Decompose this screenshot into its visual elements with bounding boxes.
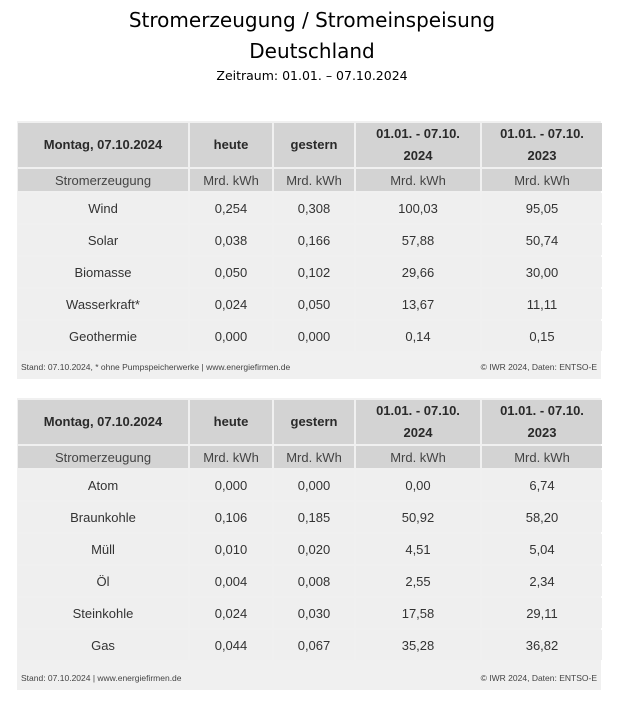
table-row [18, 225, 602, 255]
value-cell: 0,102 [274, 257, 354, 287]
value-cell: 0,044 [190, 630, 272, 660]
header-ytd-2024 [356, 400, 480, 444]
header-yesterday: gestern [274, 123, 354, 167]
value-cell: 0,000 [274, 321, 354, 351]
value-cell: 0,038 [190, 225, 272, 255]
source-cell: Wasserkraft* [18, 289, 188, 319]
value-cell: 35,28 [356, 630, 480, 660]
value-cell: 0,020 [274, 534, 354, 564]
value-cell: 0,024 [190, 598, 272, 628]
value-cell: 0,000 [274, 470, 354, 500]
table1-block [17, 121, 601, 379]
value-cell: 0,008 [274, 566, 354, 596]
units-cell: Mrd. kWh [482, 446, 602, 468]
header-today: heute [190, 400, 272, 444]
table2-block [17, 398, 601, 690]
header-ytd-2023 [482, 400, 602, 444]
source-cell: Geothermie [18, 321, 188, 351]
table2 [16, 398, 604, 662]
table-row [18, 502, 602, 532]
value-cell: 0,010 [190, 534, 272, 564]
table-row [18, 630, 602, 660]
table-row [18, 257, 602, 287]
footer-copyright: © IWR 2024, Daten: ENTSO-E [480, 362, 597, 372]
value-cell: 2,55 [356, 566, 480, 596]
value-cell: 36,82 [482, 630, 602, 660]
table-header-row [18, 123, 602, 167]
value-cell: 50,92 [356, 502, 480, 532]
value-cell: 0,050 [190, 257, 272, 287]
units-cell: Mrd. kWh [482, 169, 602, 191]
header-ytd-2023 [482, 123, 602, 167]
value-cell: 29,11 [482, 598, 602, 628]
period-label: Zeitraum: 01.01. – 07.10.2024 [216, 68, 408, 83]
header-ytd-2024-text: 01.01. - 07.10. 2024 [376, 403, 460, 440]
value-cell: 0,00 [356, 470, 480, 500]
value-cell: 95,05 [482, 193, 602, 223]
table-row [18, 598, 602, 628]
source-cell: Solar [18, 225, 188, 255]
value-cell: 0,14 [356, 321, 480, 351]
table-header-row [18, 400, 602, 444]
header-ytd-2023-text: 01.01. - 07.10. 2023 [500, 403, 584, 440]
units-row [18, 446, 602, 468]
value-cell: 4,51 [356, 534, 480, 564]
footer-source-note: Stand: 07.10.2024, * ohne Pumpspeicherwerke | www.energiefirmen.de [21, 362, 291, 372]
value-cell: 0,185 [274, 502, 354, 532]
source-cell: Müll [18, 534, 188, 564]
value-cell: 0,030 [274, 598, 354, 628]
units-cell: Mrd. kWh [190, 446, 272, 468]
header-date: Montag, 07.10.2024 [18, 123, 188, 167]
value-cell: 2,34 [482, 566, 602, 596]
value-cell: 0,000 [190, 321, 272, 351]
table-row [18, 566, 602, 596]
value-cell: 0,308 [274, 193, 354, 223]
footer-copyright: © IWR 2024, Daten: ENTSO-E [480, 673, 597, 683]
value-cell: 57,88 [356, 225, 480, 255]
header-ytd-2024 [356, 123, 480, 167]
value-cell: 5,04 [482, 534, 602, 564]
units-cell: Mrd. kWh [274, 446, 354, 468]
table-row [18, 289, 602, 319]
value-cell: 50,74 [482, 225, 602, 255]
source-cell: Biomasse [18, 257, 188, 287]
source-cell: Atom [18, 470, 188, 500]
value-cell: 58,20 [482, 502, 602, 532]
value-cell: 100,03 [356, 193, 480, 223]
value-cell: 0,166 [274, 225, 354, 255]
source-cell: Wind [18, 193, 188, 223]
value-cell: 29,66 [356, 257, 480, 287]
units-cell: Mrd. kWh [356, 446, 480, 468]
units-cell: Mrd. kWh [356, 169, 480, 191]
value-cell: 11,11 [482, 289, 602, 319]
table-row [18, 470, 602, 500]
value-cell: 30,00 [482, 257, 602, 287]
units-cell: Stromerzeugung [18, 446, 188, 468]
value-cell: 0,000 [190, 470, 272, 500]
table-row [18, 321, 602, 351]
units-cell: Stromerzeugung [18, 169, 188, 191]
value-cell: 13,67 [356, 289, 480, 319]
source-cell: Braunkohle [18, 502, 188, 532]
value-cell: 0,004 [190, 566, 272, 596]
header-today: heute [190, 123, 272, 167]
source-cell: Gas [18, 630, 188, 660]
page-subtitle: Deutschland [249, 39, 375, 63]
value-cell: 0,067 [274, 630, 354, 660]
source-cell: Steinkohle [18, 598, 188, 628]
table-row [18, 534, 602, 564]
footer-source-note: Stand: 07.10.2024 | www.energiefirmen.de [21, 673, 182, 683]
value-cell: 6,74 [482, 470, 602, 500]
units-cell: Mrd. kWh [190, 169, 272, 191]
page-title: Stromerzeugung / Stromeinspeisung [128, 8, 496, 32]
value-cell: 0,024 [190, 289, 272, 319]
header-ytd-2024-text: 01.01. - 07.10. 2024 [376, 126, 460, 163]
units-cell: Mrd. kWh [274, 169, 354, 191]
header-date: Montag, 07.10.2024 [18, 400, 188, 444]
table1 [16, 121, 604, 353]
header-ytd-2023-text: 01.01. - 07.10. 2023 [500, 126, 584, 163]
value-cell: 0,15 [482, 321, 602, 351]
value-cell: 0,254 [190, 193, 272, 223]
table-row [18, 193, 602, 223]
units-row [18, 169, 602, 191]
value-cell: 17,58 [356, 598, 480, 628]
value-cell: 0,050 [274, 289, 354, 319]
source-cell: Öl [18, 566, 188, 596]
header-yesterday: gestern [274, 400, 354, 444]
value-cell: 0,106 [190, 502, 272, 532]
